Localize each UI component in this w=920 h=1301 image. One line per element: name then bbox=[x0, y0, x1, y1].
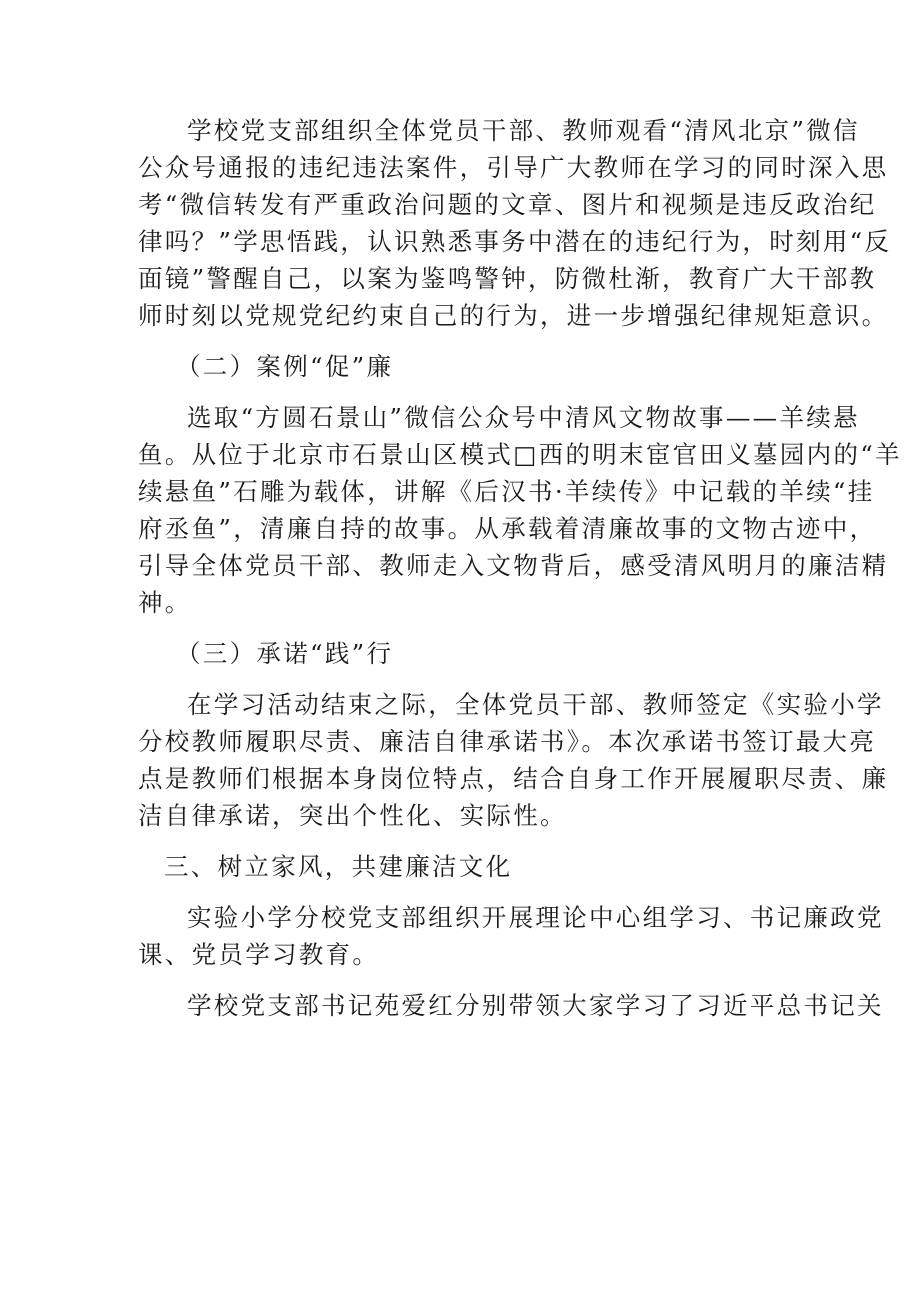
text-line: 选取“方圆石景山”微信公众号中清风文物故事——羊续悬 bbox=[187, 403, 860, 432]
text-line: 律吗？”学思悟践，认识熟悉事务中潜在的违纪行为，时刻用“反 bbox=[138, 227, 892, 256]
text-line: 续悬鱼”石雕为载体，讲解《后汉书·羊续传》中记载的羊续“挂 bbox=[138, 477, 875, 506]
text-line: 课、党员学习教育。 bbox=[138, 940, 380, 969]
subheading-commitment: （三）承诺“践”行 bbox=[176, 639, 394, 668]
text-line: 在学习活动结束之际，全体党员干部、教师签定《实验小学 bbox=[187, 690, 884, 719]
paragraph-secretary bbox=[138, 987, 884, 1024]
paragraph-pledge bbox=[138, 686, 889, 834]
paragraph-case-study bbox=[138, 112, 892, 334]
paragraph-cultural-relic bbox=[138, 399, 902, 621]
text-line: 考“微信转发有严重政治问题的文章、图片和视频是违反政治纪 bbox=[138, 190, 877, 219]
text-line: 洁自律承诺，突出个性化、实际性。 bbox=[138, 801, 567, 830]
text-line: 公众号通报的违纪违法案件，引导广大教师在学习的同时深入思 bbox=[138, 153, 889, 182]
text-line: 学校党支部组织全体党员干部、教师观看“清风北京”微信 bbox=[187, 116, 860, 145]
section-heading: 三、树立家风，共建廉洁文化 bbox=[164, 852, 513, 881]
text-line: 学校党支部书记苑爱红分别带领大家学习了习近平总书记关 bbox=[187, 991, 884, 1020]
text-line: 引导全体党员干部、教师走入文物背后，感受清风明月的廉洁精 bbox=[138, 551, 889, 580]
text-line: 府丞鱼”，清廉自持的故事。从承载着清廉故事的文物古迹中， bbox=[138, 514, 877, 543]
document-page bbox=[138, 112, 902, 1024]
text-line: 神。 bbox=[138, 588, 192, 617]
text-line: 分校教师履职尽责、廉洁自律承诺书》。本次承诺书签订最大亮 bbox=[138, 727, 877, 756]
text-line: 鱼。从位于北京市石景山区模式□西的明末宦官田义墓园内的“羊 bbox=[138, 440, 902, 469]
text-line: 师时刻以党规党纪约束自己的行为，进一步增强纪律规矩意识。 bbox=[138, 301, 889, 330]
paragraph-study-group bbox=[138, 899, 884, 973]
subheading-cases: （二）案例“促”廉 bbox=[176, 352, 394, 381]
text-line: 实验小学分校党支部组织开展理论中心组学习、书记廉政党 bbox=[187, 903, 884, 932]
text-line: 点是教师们根据本身岗位特点，结合自身工作开展履职尽责、廉 bbox=[138, 764, 889, 793]
text-line: 面镜”警醒自己，以案为鉴鸣警钟，防微杜渐，教育广大干部教 bbox=[138, 264, 877, 293]
